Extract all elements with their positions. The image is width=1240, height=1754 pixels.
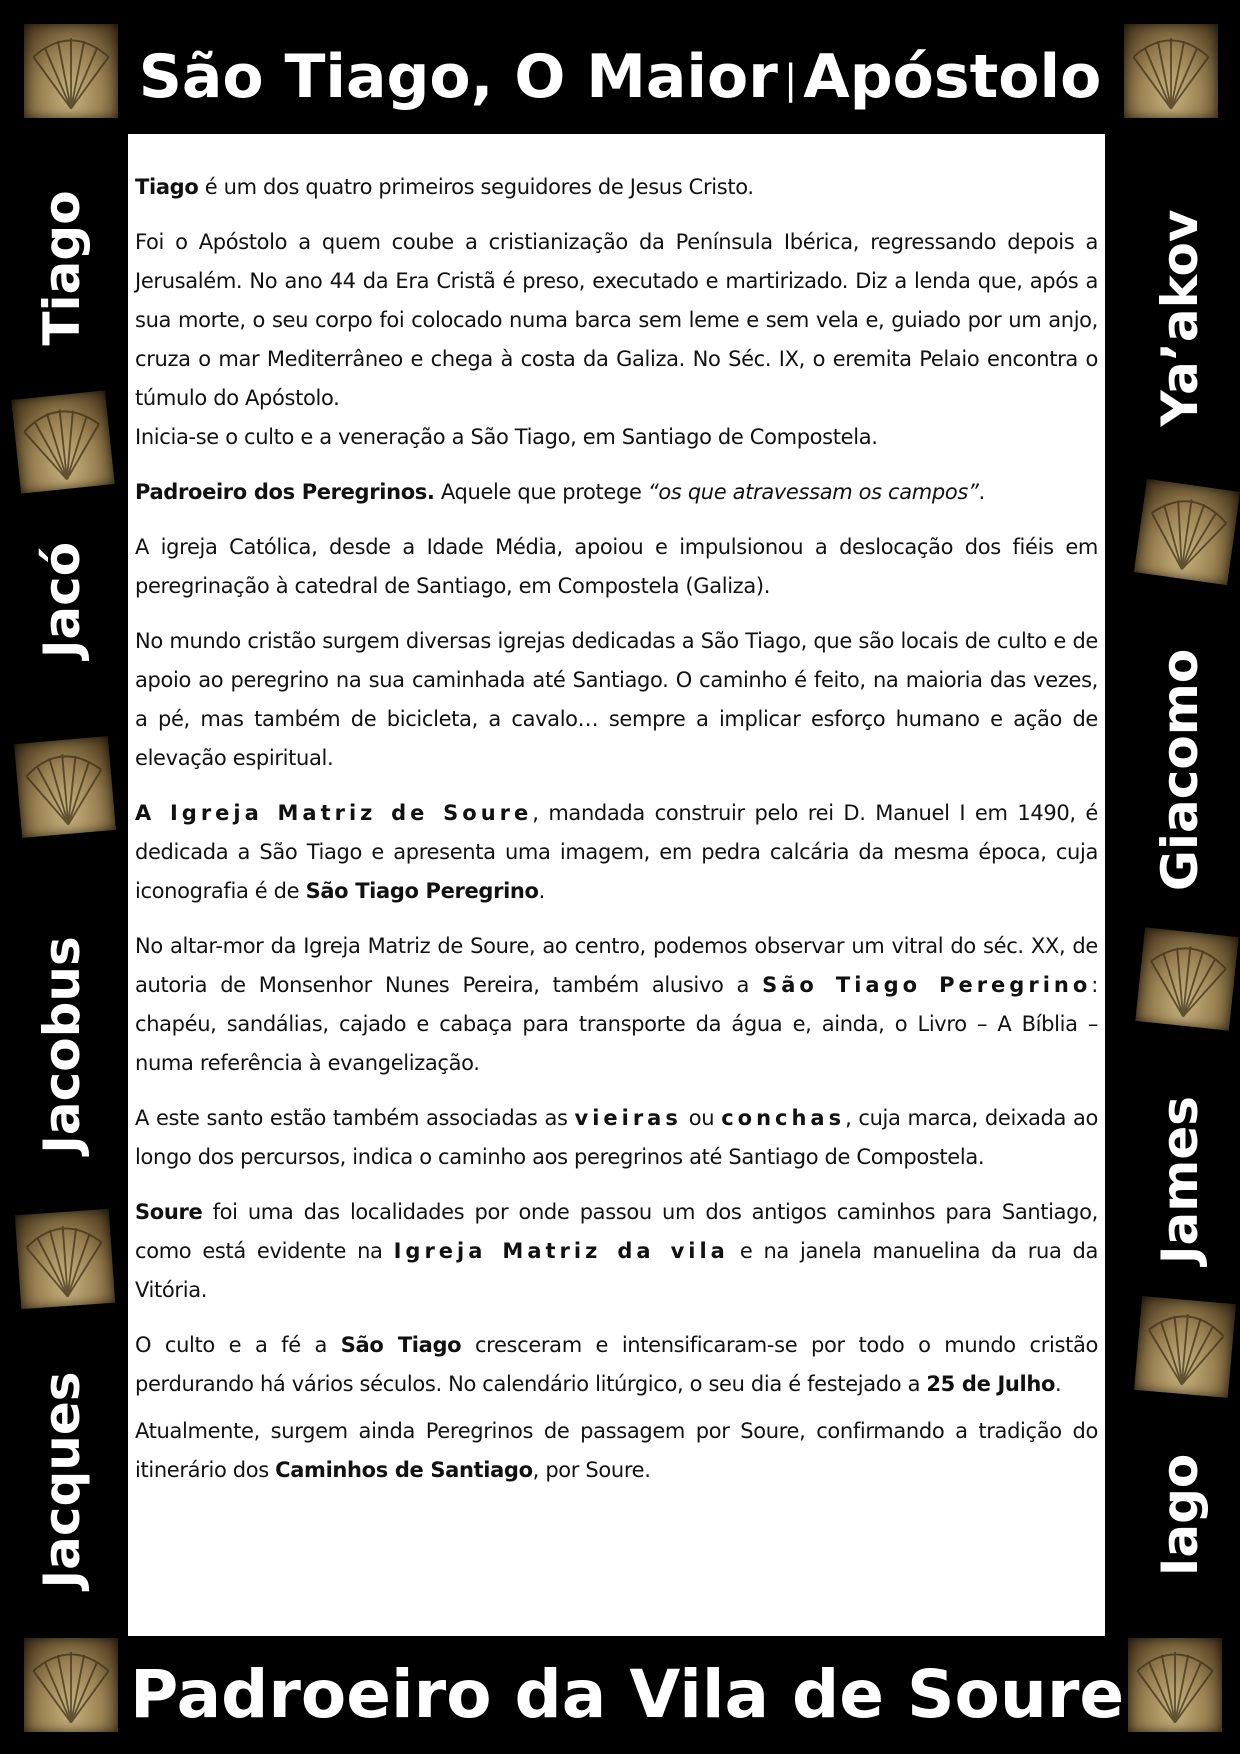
text: cresceram e intensificaram-se por todo o mundo cristão perdurando há vários séculos. No calendário litúrgico, o seu dia é festejado a [135, 1333, 1098, 1396]
scallop-shell-icon [1134, 479, 1240, 585]
text: A igreja Católica, desde a Idade Média, apoiou e impulsionou a deslocação dos fiéis em peregrinação à catedral de Santiago, em Compostela (Galiza). [135, 535, 1098, 598]
paragraph-church [135, 528, 1098, 606]
scallop-shell-icon [11, 390, 114, 493]
scallop-shell-icon [24, 1638, 118, 1732]
side-name-giacomo: Giacomo [1151, 648, 1209, 892]
title-separator: | [783, 56, 798, 103]
paragraph-patron [135, 473, 1098, 512]
bold-spaced-text: vieiras [574, 1106, 682, 1130]
text: A este santo estão também associadas as [135, 1106, 575, 1130]
bold-spaced-text: Igreja Matriz da vila [393, 1239, 729, 1263]
bold-text: 25 de Julho [926, 1372, 1056, 1396]
text: , mandada construir pelo rei D. Manuel I em 1490, é dedicada a São Tiago e apresenta uma imagem, em pedra calcária da mesma época, cuja iconografia é de [135, 801, 1098, 903]
paragraph-world [135, 622, 1098, 778]
page-title [130, 30, 1110, 125]
text: , por Soure. [532, 1458, 651, 1482]
text: é um dos quatro primeiros seguidores de Jesus Cristo. [198, 175, 754, 199]
paragraph-intro [135, 168, 1098, 207]
paragraph-history [135, 223, 1098, 418]
footer-banner: Padroeiro da Vila de Soure [130, 1656, 1125, 1733]
paragraph-soure [135, 1193, 1098, 1310]
bold-text: Soure [135, 1200, 203, 1224]
text: , cuja marca, deixada ao longo dos percursos, indica o caminho aos peregrinos até Santiago de Compostela. [135, 1106, 1098, 1169]
bold-text: Tiago [135, 175, 199, 199]
paragraph-cult [135, 418, 1098, 457]
text: . [978, 480, 985, 504]
bold-spaced-text: A Igreja Matriz de Soure [135, 801, 533, 825]
side-name-iago: Iago [1151, 1453, 1209, 1577]
side-name-yaakov: Ya’akov [1151, 209, 1209, 427]
title-subtitle: Apóstolo [803, 42, 1102, 112]
side-name-james: James [1151, 1095, 1209, 1265]
scallop-shell-icon [1124, 24, 1218, 118]
paragraph-matriz [135, 794, 1098, 911]
bold-text: Caminhos de Santiago [275, 1458, 533, 1482]
text: e na janela manuelina da rua da Vitória. [135, 1239, 1098, 1302]
paragraph-faith [135, 1326, 1098, 1404]
bold-spaced-text: São Tiago Peregrino [762, 973, 1092, 997]
paragraph-shells [135, 1099, 1098, 1177]
title-main: São Tiago, O Maior [138, 42, 778, 112]
side-name-jaco: Jacó [33, 541, 91, 659]
side-name-jacques: Jacques [33, 1371, 91, 1589]
italic-text: “os que atravessam os campos” [647, 480, 979, 504]
text: O culto e a fé a [135, 1333, 341, 1357]
scallop-shell-icon [1135, 927, 1238, 1030]
text: ou [681, 1106, 722, 1130]
content-panel [128, 134, 1105, 1636]
bold-text: São Tiago Peregrino [305, 879, 539, 903]
scallop-shell-icon [24, 24, 118, 118]
text: . [538, 879, 545, 903]
side-name-tiago: Tiago [33, 190, 91, 346]
text: foi uma das localidades por onde passou um dos antigos caminhos para Santiago, como está evidente na [135, 1200, 1098, 1263]
scallop-shell-icon [15, 1209, 115, 1309]
text: Inicia-se o culto e a veneração a São Tiago, em Santiago de Compostela. [135, 425, 878, 449]
scallop-shell-icon [1128, 1638, 1222, 1732]
text: : chapéu, sandálias, cajado e cabaça para transporte da água e, ainda, o Livro – A Bíblia – numa referência à evangelização. [135, 973, 1098, 1075]
scallop-shell-icon [14, 736, 116, 838]
paragraph-pilgrims [135, 1412, 1098, 1490]
bold-text: Padroeiro dos Peregrinos. [135, 480, 435, 504]
text: Foi o Apóstolo a quem coube a cristianização da Península Ibérica, regressando depois a Jerusalém. No ano 44 da Era Cristã é preso, executado e martirizado. Diz a lenda que, após a sua morte, o seu corpo foi colocado numa barca sem leme e sem vela e, guiado por um anjo, cruza o mar Mediterrâneo e chega à costa da Galiza. No Séc. IX, o eremita Pelaio encontra o túmulo do Apóstolo. [135, 230, 1098, 410]
bold-spaced-text: conchas [721, 1106, 846, 1130]
text: . [1055, 1372, 1062, 1396]
side-name-jacobus: Jacobus [33, 936, 91, 1154]
paragraph-altar [135, 927, 1098, 1083]
scallop-shell-icon [1134, 1296, 1236, 1398]
text: No mundo cristão surgem diversas igrejas dedicadas a São Tiago, que são locais de culto e de apoio ao peregrino na sua caminhada até Santiago. O caminho é feito, na maioria das vezes, a pé, mas também de bicicleta, a cavalo… sempre a implicar esforço humano e ação de elevação espiritual. [135, 629, 1098, 770]
text: No altar-mor da Igreja Matriz de Soure, ao centro, podemos observar um vitral do séc. XX, de autoria de Monsenhor Nunes Pereira, também alusivo a [135, 934, 1098, 997]
bold-text: São Tiago [340, 1333, 462, 1357]
text: Atualmente, surgem ainda Peregrinos de passagem por Soure, confirmando a tradição do itinerário dos [135, 1419, 1098, 1482]
text: Aquele que protege [434, 480, 648, 504]
